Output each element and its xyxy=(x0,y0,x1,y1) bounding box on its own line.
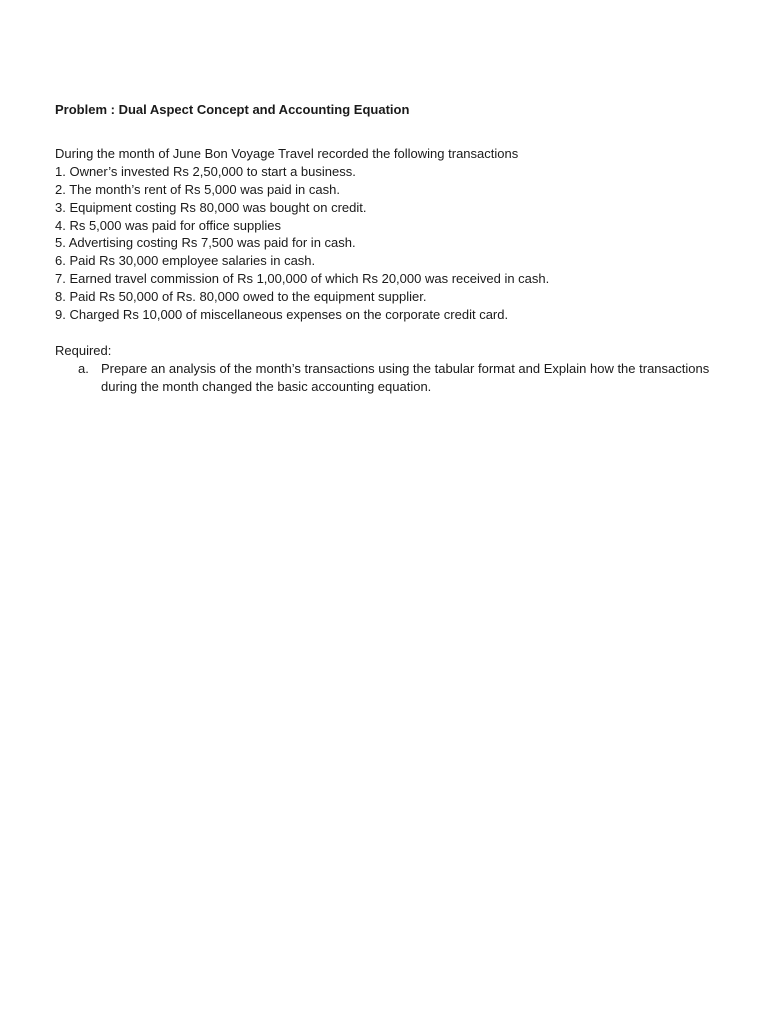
transaction-item: 6. Paid Rs 30,000 employee salaries in cash. xyxy=(55,253,316,269)
transaction-item: 7. Earned travel commission of Rs 1,00,000 of which Rs 20,000 was received in cash. xyxy=(55,271,550,287)
transaction-item: 2. The month’s rent of Rs 5,000 was paid in cash. xyxy=(55,181,340,197)
transaction-item: 3. Equipment costing Rs 80,000 was bought on credit. xyxy=(55,199,367,215)
transaction-item: 1. Owner’s invested Rs 2,50,000 to start a business. xyxy=(55,163,356,179)
requirement-list xyxy=(55,360,715,396)
requirement-text: Prepare an analysis of the month’s transactions using the tabular format and Explain how the transactions during the month changed the basic accounting equation. xyxy=(101,360,710,394)
problem-title: Problem : Dual Aspect Concept and Accounting Equation xyxy=(55,102,410,117)
transaction-item: 4. Rs 5,000 was paid for office supplies xyxy=(55,217,281,233)
transaction-item: 5. Advertising costing Rs 7,500 was paid for in cash. xyxy=(55,235,356,251)
transaction-item: 8. Paid Rs 50,000 of Rs. 80,000 owed to the equipment supplier. xyxy=(55,289,427,305)
requirement-marker: a. xyxy=(78,360,89,376)
transaction-list xyxy=(55,163,715,324)
intro-text: During the month of June Bon Voyage Travel recorded the following transactions xyxy=(55,145,519,161)
requirement-item xyxy=(55,360,715,396)
required-label: Required: xyxy=(55,342,112,358)
transaction-item: 9. Charged Rs 10,000 of miscellaneous expenses on the corporate credit card. xyxy=(55,307,509,323)
document-page xyxy=(55,101,715,396)
